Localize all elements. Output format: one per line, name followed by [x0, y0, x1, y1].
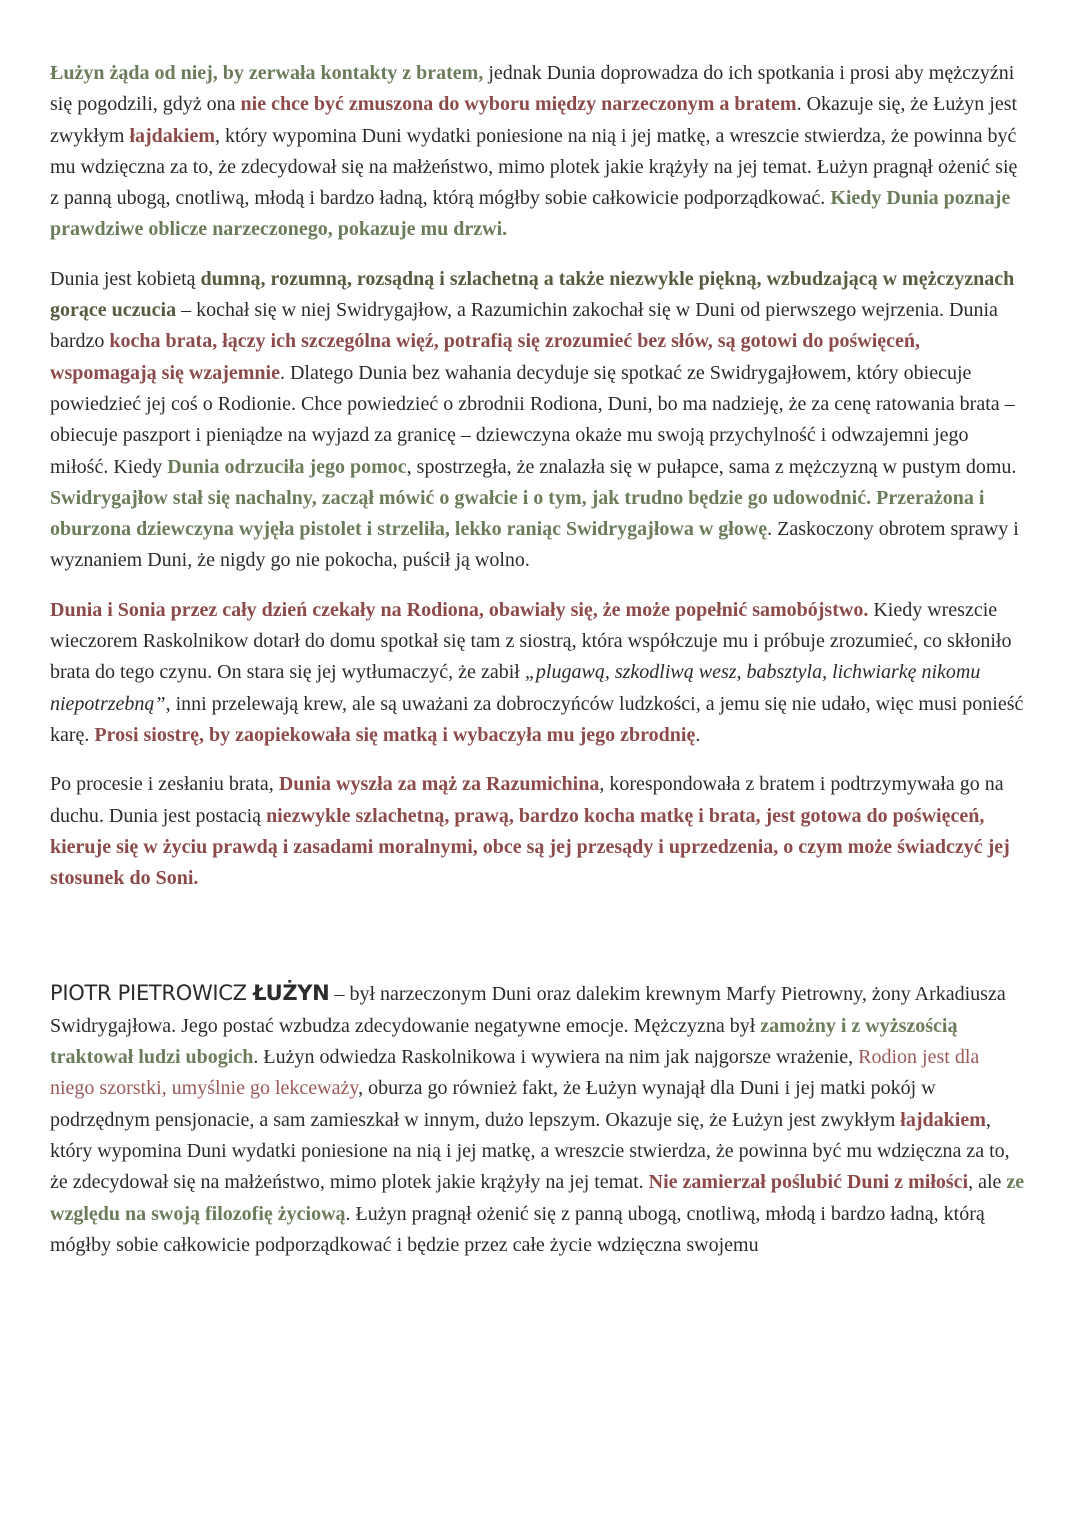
paragraph-dunia-character	[50, 264, 1028, 577]
paragraph-dunia-sonia-waiting	[50, 595, 1028, 751]
quote-text: „plugawą, szkodliwą wesz, babsztyla, lichwiarkę nikomu niepotrzebną”	[50, 661, 981, 715]
body-text: , korespondowała z bratem i podtrzymywała go na duchu. Dunia jest postacią	[50, 773, 1004, 827]
highlight-text: Łużyn żąda od niej, by zerwała kontakty z bratem,	[50, 62, 484, 84]
body-text: jednak Dunia doprowadza do ich spotkania i prosi aby mężczyźni się pogodzili, gdyż ona	[50, 62, 1015, 116]
body-text: Po procesie i zesłaniu brata,	[50, 773, 279, 796]
highlight-text: Nie zamierzał poślubić Duni z miłości	[648, 1171, 969, 1194]
body-text: , który wypomina Duni wydatki poniesione na nią i jej matkę, a wreszcie stwierdza, że powinna być mu wdzięczna za to, że zdecydował się na małżeństwo, mimo plotek jakie krążyły na jej temat. Łużyn pragnął ożenić się z panną ubogą, cnotliwą, młodą i bardzo ładną, którą mógłby sobie całkowicie podporządkować.	[50, 124, 1018, 210]
highlight-text: nie chce być zmuszona do wyboru między narzeczonym a bratem	[240, 93, 797, 116]
body-text: .	[695, 723, 701, 746]
paragraph-luzyn-demands	[50, 58, 1028, 246]
highlight-text: Dunia wyszła za mąż za Razumichina	[278, 773, 600, 796]
body-text: Kiedy wreszcie wieczorem Raskolnikow dotarł do domu spotkał się tam z siostrą, która współczuje mu i próbuje zrozumieć, co skłoniło brata do tego czynu. On stara się jej wytłumaczyć, że zabił	[50, 598, 1012, 684]
highlight-text: ze względu na swoją filozofię życiową	[50, 1171, 1025, 1225]
body-text: . Łużyn odwiedza Raskolnikowa i wywiera na nim jak najgorsze wrażenie,	[253, 1046, 859, 1069]
paragraph-luzyn-portrait	[50, 978, 1028, 1261]
highlight-text: niezwykle szlachetną, prawą, bardzo kocha matkę i brata, jest gotowa do poświęceń, kieruje się w życiu prawdą i zasadami moralnymi, obce są jej przesądy i uprzedzenia, o czym może świadczyć jej stosunek do Soni.	[50, 804, 1010, 890]
highlight-text: łajdakiem	[129, 124, 215, 147]
body-text: . Okazuje się, że Łużyn jest zwykłym	[50, 93, 1018, 147]
highlight-text: kocha brata, łączy ich szczególna więź, potrafią się zrozumieć bez słów, są gotowi do poświęceń, wspomagają się wzajemnie	[50, 330, 921, 384]
body-text: – był narzeczonym Duni oraz dalekim krewnym Marfy Pietrowny, żony Arkadiusza Swidrygajłowa. Jego postać wzbudza zdecydowanie negatywne emocje. Mężczyzna był	[50, 983, 1006, 1037]
body-text: , który wypomina Duni wydatki poniesione na nią i jej matkę, a wreszcie stwierdza, że powinna być mu wdzięczna za to, że zdecydował się na małżeństwo, mimo plotek jakie krążyły na jej temat.	[50, 1108, 1010, 1194]
body-text: . Dlatego Dunia bez wahania decyduje się spotkać ze Swidrygajłowem, który obiecuje powiedzieć jej coś o Rodionie. Chce powiedzieć o zbrodnii Rodiona, Duni, bo ma nadzieję, że za cenę ratowania brata – obiecuje paszport i pieniądze na wyjazd za granicę – dziewczyna okaże mu swoją przychylność i odwzajemni jego miłość. Kiedy	[50, 361, 1015, 478]
body-text: – kochał się w niej Swidrygajłow, a Razumichin zakochał się w Duni od pierwszego wejrzenia. Dunia bardzo	[50, 299, 998, 353]
highlight-text: łajdakiem	[900, 1108, 986, 1131]
body-text: , oburza go również fakt, że Łużyn wynajął dla Duni i jej matki pokój w podrzędnym pensjonacie, a sam zamieszkał w innym, dużo lepszym. Okazuje się, że Łużyn jest zwykłym	[50, 1077, 936, 1131]
highlight-text: Dunia i Sonia przez cały dzień czekały na Rodiona, obawiały się, że może popełnić samobójstwo.	[50, 598, 869, 621]
character-heading: PIOTR PIETROWICZ	[50, 981, 254, 1006]
character-heading-surname: ŁUŻYN	[253, 981, 330, 1006]
body-text: . Zaskoczony obrotem sprawy i wyznaniem Duni, że nigdy go nie pokocha, puścił ją wolno.	[50, 518, 1019, 572]
highlight-text: dumną, rozumną, rozsądną i szlachetną a także niezwykle piękną, wzbudzającą w mężczyznach gorące uczucia	[50, 267, 1015, 322]
body-text: , ale	[968, 1171, 1007, 1194]
highlight-text: Kiedy Dunia poznaje prawdziwe oblicze narzeczonego, pokazuje mu drzwi.	[50, 187, 1011, 241]
body-text: , spostrzegła, że znalazła się w pułapce, sama z mężczyzną w pustym domu.	[406, 455, 1017, 478]
paragraph-after-trial	[50, 769, 1028, 894]
body-text: . Łużyn pragnął ożenić się z panną ubogą, cnotliwą, młodą i bardzo ładną, którą mógłby sobie całkowicie podporządkować i będzie przez całe życie wdzięczna swojemu	[50, 1202, 985, 1256]
body-text: , inni przelewają krew, ale są uważani za dobroczyńców ludzkości, a jemu się nie udało, więc musi ponieść karę.	[50, 692, 1024, 746]
highlight-text: zamożny i z wyższością traktował ludzi ubogich	[50, 1014, 958, 1069]
highlight-text: Swidrygajłow stał się nachalny, zaczął mówić o gwałcie i o tym, jak trudno będzie go udowodnić. Przerażona i oburzona dziewczyna wyjęła pistolet i strzeliła, lekko raniąc Swidrygajłowa w głowę	[50, 486, 985, 541]
highlight-text: Dunia odrzuciła jego pomoc	[167, 455, 407, 478]
body-text: Dunia jest kobietą	[50, 267, 201, 290]
highlight-text: Rodion jest dla niego szorstki, umyślnie go lekceważy	[50, 1046, 980, 1100]
highlight-text: Prosi siostrę, by zaopiekowała się matką i wybaczyła mu jego zbrodnię	[94, 723, 696, 746]
